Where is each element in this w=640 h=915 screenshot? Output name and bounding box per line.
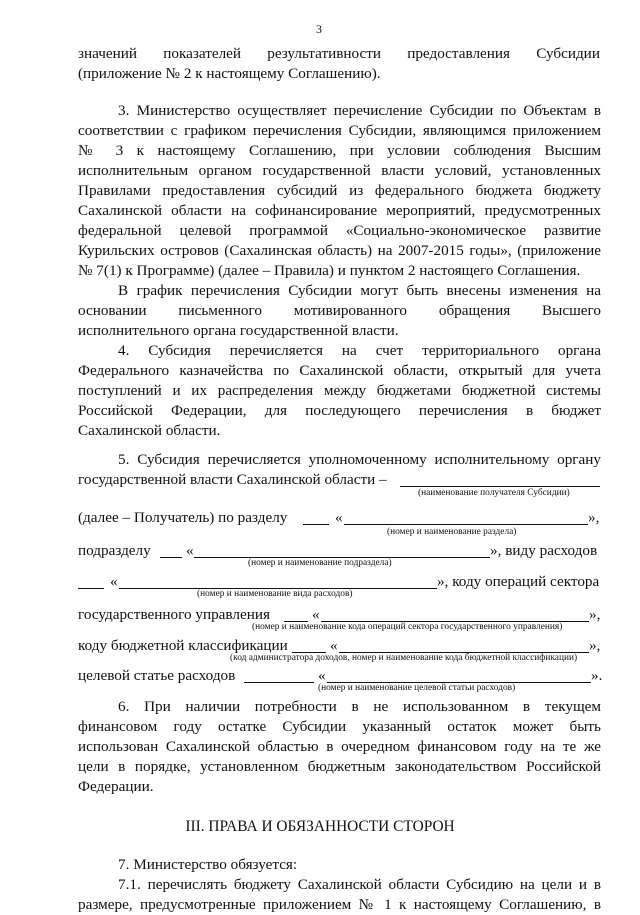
text-line: № 3 к настоящему Соглашению, при условии соблюдения Высшим (78, 142, 601, 159)
text-line: цели в порядке, установленном бюджетным законодательством Российской (78, 758, 601, 775)
quote-open: « (110, 573, 118, 590)
expense-name-blank (119, 574, 437, 589)
caption-section: (номер и наименование раздела) (387, 527, 517, 537)
text-line: Сахалинской области на софинансирование мероприятий, предусмотренных (78, 202, 601, 219)
caption-target: (номер и наименование целевой статьи расходов) (318, 683, 516, 693)
text-line: размере, предусмотренные приложением № 1 к настоящему Соглашению, в (78, 896, 601, 913)
ops-code-blank (284, 607, 308, 622)
paragraph-2-line-2: (приложение № 2 к настоящему Соглашению). (78, 65, 381, 82)
text-line: Федерации. (78, 778, 154, 795)
subsection-name-blank (194, 543, 490, 558)
subsection-label: подразделу (78, 542, 151, 559)
text-line: Курильских островов (Сахалинская область) на 2007-2015 годы», (приложение (78, 242, 601, 259)
quote-open: « (312, 606, 320, 623)
text-line: исполнительного органа государственной власти. (78, 322, 399, 339)
text-line: основании письменного мотивированного обращения Высшего (78, 302, 601, 319)
text-line: 3. Министерство осуществляет перечисление Субсидии по Объектам в (118, 102, 601, 119)
text-line: использован Сахалинской областью в очередном финансовом году на те же (78, 738, 601, 755)
text-line: Сахалинской области. (78, 422, 221, 439)
caption-recipient: (наименование получателя Субсидии) (418, 488, 570, 498)
text-line: финансовом году остатке Субсидии указанный остаток может быть (78, 718, 601, 735)
caption-subsection: (номер и наименование подраздела) (248, 558, 392, 568)
bk-admin-blank (292, 638, 326, 653)
expense-type-label: », виду расходов (490, 542, 598, 559)
text-line: соответствии с графиком перечисления Субсидии, являющимся приложением (78, 122, 601, 139)
quote-close: », (589, 637, 601, 654)
section-code-blank (303, 510, 329, 525)
text-line: № 7(1) к Программе) (далее – Правила) и пунктом 2 настоящего Соглашения. (78, 262, 581, 279)
text-line: федеральной целевой программой «Социально-экономическое развитие (78, 222, 601, 239)
recipient-line: государственной власти Сахалинской области – (78, 471, 387, 488)
text-line: поступлений и их распределения между бюджетами бюджетной системы (78, 382, 601, 399)
text-line: Российской Федерации, для последующего перечисления в бюджет (78, 402, 601, 419)
section-name-blank (344, 510, 588, 525)
bk-name-blank (339, 638, 589, 653)
ops-name-blank (321, 607, 589, 622)
recipient-blank (400, 472, 600, 487)
text-line: Правилами предоставления субсидий из федерального бюджета бюджету (78, 182, 601, 199)
quote-close: ». (591, 667, 603, 684)
subsection-code-blank (160, 543, 182, 558)
quote-open: « (186, 542, 194, 559)
paragraph-2-line-1: значений показателей результативности предоставления Субсидии (78, 45, 600, 62)
text-line: 5. Субсидия перечисляется уполномоченному исполнительному органу (118, 451, 601, 468)
text-line: 6. При наличии потребности в не использованном в текущем (118, 698, 601, 715)
text-line: В график перечисления Субсидии могут быть внесены изменения на (118, 282, 601, 299)
section-title: III. ПРАВА И ОБЯЗАННОСТИ СТОРОН (185, 818, 455, 835)
text-line: 7.1. перечислять бюджету Сахалинской области Субсидию на цели и в (118, 876, 601, 893)
quote-open: « (318, 667, 326, 684)
quote-close: », (588, 509, 600, 526)
quote-open: « (330, 637, 338, 654)
section-line: (далее – Получатель) по разделу (78, 509, 288, 526)
quote-close: », (589, 606, 601, 623)
text-line: Федерального казначейства по Сахалинской области, открытый для учета (78, 362, 601, 379)
text-line: исполнительным органом государственной власти условий, установленных (78, 162, 601, 179)
bk-label: коду бюджетной классификации (78, 637, 288, 654)
caption-expense: (номер и наименование вида расходов) (197, 589, 353, 599)
expense-code-blank (78, 574, 104, 589)
ops-code-label: », коду операций сектора (437, 573, 600, 590)
target-label: целевой статье расходов (78, 667, 236, 684)
quote-open: « (335, 509, 343, 526)
text-line: 4. Субсидия перечисляется на счет территориального органа (118, 342, 601, 359)
target-name-blank (327, 668, 591, 683)
text-line: 7. Министерство обязуется: (118, 856, 298, 873)
page-number: 3 (316, 22, 322, 36)
caption-bk: (код администратора доходов, номер и наименование кода бюджетной классификации) (230, 653, 578, 663)
ops-label: государственного управления (78, 606, 270, 623)
caption-ops: (номер и наименование кода операций сектора государственного управления) (252, 622, 563, 632)
target-code-blank (244, 668, 314, 683)
